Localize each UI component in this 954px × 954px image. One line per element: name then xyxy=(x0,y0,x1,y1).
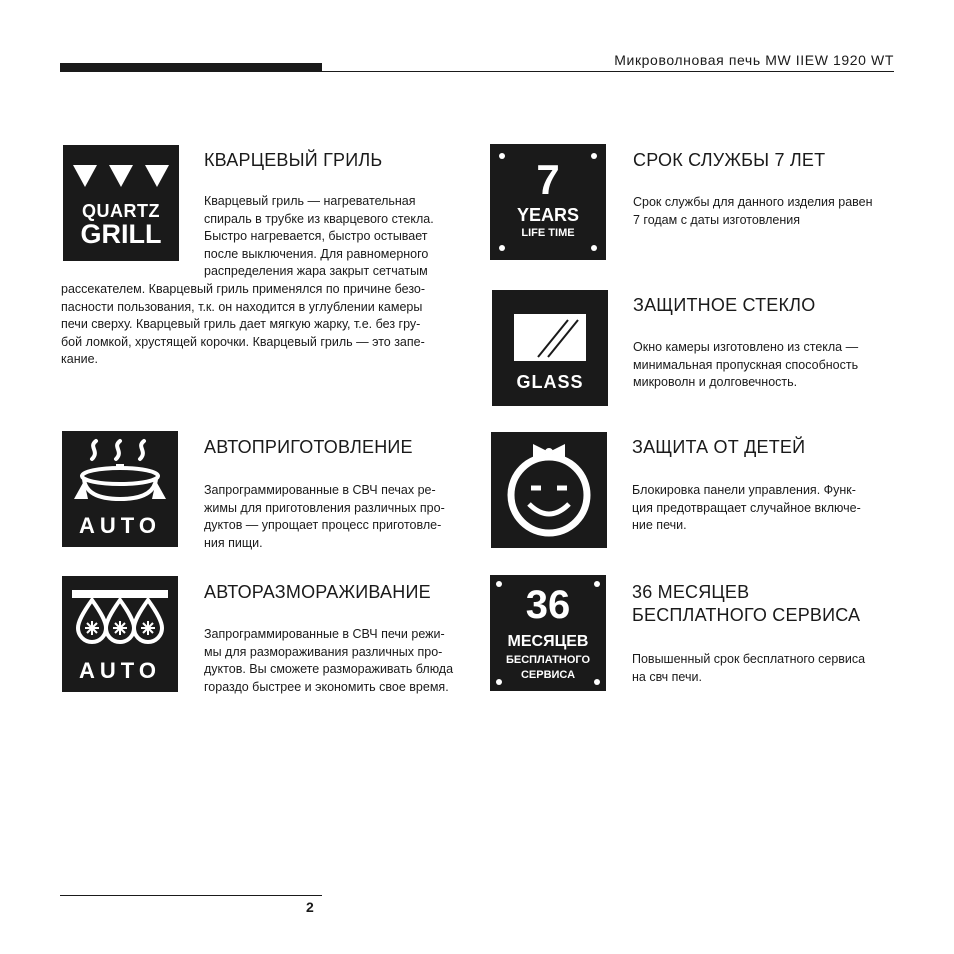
service-icon-months: МЕСЯЦЕВ xyxy=(507,633,589,650)
child-lock-text: Блокировка панели управления. Функ- ция предотвращает случайное включе- ние печи. xyxy=(632,483,861,533)
auto-defrost-icon-label: AUTO xyxy=(79,658,161,683)
quartz-grill-icon xyxy=(63,145,179,261)
auto-defrost-title: АВТОРАЗМОРАЖИВАНИЕ xyxy=(204,582,431,602)
quartz-grill-text-wide: рассекателем. Кварцевый гриль применялся по причине безо- пасности пользования, т.к. он находится в углублении камеры печи сверху. Кварцевый гриль дает мягкую жарку, т.е. без гру- бой ломкой, хрустящей корочки. Кварцевый гриль — это запе- кание. xyxy=(61,282,426,367)
service-icon-free: БЕСПЛАТНОГО xyxy=(505,654,591,666)
quartz-grill-text-narrow: Кварцевый гриль — нагревательная спираль в трубке из кварцевого стекла. Быстро нагревается, быстро остывает после выключения. Для равномерного распределения жара закрыт сетчатым xyxy=(204,194,434,279)
header-rule-thin xyxy=(322,71,894,72)
child-lock-icon xyxy=(491,432,607,548)
page-header-title: Микроволновая печь MW IIEW 1920 WT xyxy=(614,52,894,68)
lifetime-icon xyxy=(490,144,606,260)
service-icon xyxy=(490,575,606,691)
auto-cook-icon xyxy=(62,431,178,547)
service-icon-number: 36 xyxy=(525,583,571,627)
service-title-line1: 36 МЕСЯЦЕВ xyxy=(632,582,750,602)
glass-title: ЗАЩИТНОЕ СТЕКЛО xyxy=(633,295,816,315)
quartz-icon-label: QUARTZ xyxy=(82,201,160,221)
glass-icon xyxy=(492,290,608,406)
grill-icon-label: GRILL xyxy=(80,219,162,249)
service-text: Повышенный срок бесплатного сервиса на свч печи. xyxy=(632,652,866,684)
lifetime-icon-subtitle: LIFE TIME xyxy=(521,227,575,239)
lifetime-text: Срок службы для данного изделия равен 7 годам с даты изготовления xyxy=(633,195,873,227)
page-number: 2 xyxy=(306,899,314,915)
auto-defrost-text: Запрограммированные в СВЧ печи режи- мы для размораживания различных про- дуктов. Вы сможете размораживать блюда гораздо быстрее и экономить свое время. xyxy=(204,627,454,694)
auto-cook-icon-label: AUTO xyxy=(79,513,161,538)
glass-icon-label: GLASS xyxy=(516,372,584,392)
header-rule-thick xyxy=(60,63,322,72)
lifetime-icon-years: YEARS xyxy=(516,205,579,225)
glass-text: Окно камеры изготовлено из стекла — минимальная пропускная способность микроволн и долговечность. xyxy=(633,340,859,390)
service-icon-service: СЕРВИСА xyxy=(520,669,576,681)
auto-defrost-icon xyxy=(62,576,178,692)
auto-cook-text: Запрограммированные в СВЧ печах ре- жимы для приготовления различных про- дуктов — упрощает процесс приготовле- ния пищи. xyxy=(204,483,445,550)
auto-cook-title: АВТОПРИГОТОВЛЕНИЕ xyxy=(204,437,413,457)
child-lock-title: ЗАЩИТА ОТ ДЕТЕЙ xyxy=(632,437,806,457)
quartz-grill-title: КВАРЦЕВЫЙ ГРИЛЬ xyxy=(204,150,383,170)
service-title-line2: БЕСПЛАТНОГО СЕРВИСА xyxy=(632,605,861,625)
lifetime-icon-number: 7 xyxy=(536,156,560,203)
footer-rule xyxy=(60,895,322,896)
lifetime-title: СРОК СЛУЖБЫ 7 ЛЕТ xyxy=(633,150,826,170)
